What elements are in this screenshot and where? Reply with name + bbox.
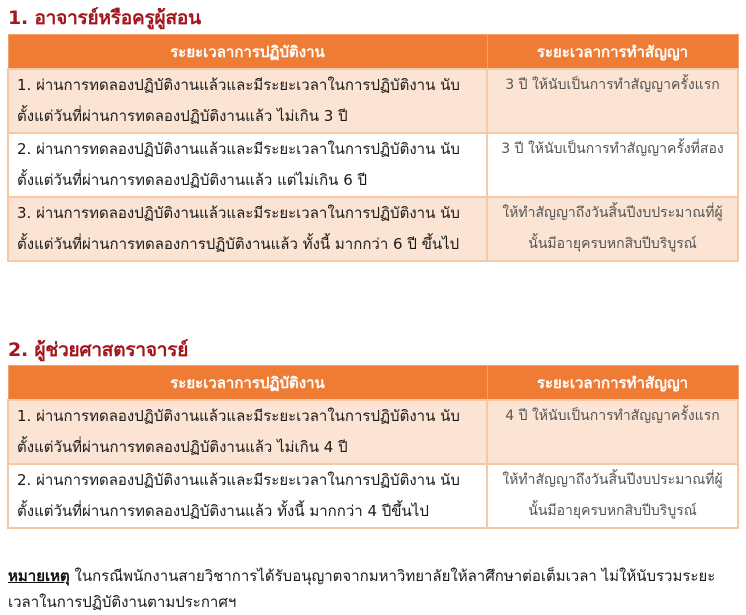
footnote-text: ในกรณีพนักงานสายวิชาการได้รับอนุญาตจากมหาวิทยาลัยให้ลาศึกษาต่อเต็มเวลา ไม่ให้นับรวมระยะเวลาในการปฏิบัติงานตามประกาศฯ: [8, 567, 716, 611]
contract-period-cell: 3 ปี ให้นับเป็นการทำสัญญาครั้งแรก: [487, 69, 738, 133]
table-header-row: [8, 35, 738, 70]
header-work-period: ระยะเวลาการปฏิบัติงาน: [8, 366, 487, 401]
footnote: [8, 563, 743, 615]
footnote-label: หมายเหตุ: [8, 567, 70, 585]
work-period-cell: 3. ผ่านการทดลองปฏิบัติงานแล้วและมีระยะเวลาในการปฏิบัติงาน นับตั้งแต่วันที่ผ่านการทดลองการปฏิบัติงานแล้ว ทั้งนี้ มากกว่า 6 ปี ขึ้นไป: [8, 197, 487, 261]
work-period-cell: 1. ผ่านการทดลองปฏิบัติงานแล้วและมีระยะเวลาในการปฏิบัติงาน นับตั้งแต่วันที่ผ่านการทดลองปฏิบัติงานแล้ว ไม่เกิน 4 ปี: [8, 400, 487, 464]
table-row: [8, 197, 738, 261]
contract-table-lecturer: [7, 34, 739, 262]
work-period-cell: 2. ผ่านการทดลองปฏิบัติงานแล้วและมีระยะเวลาในการปฏิบัติงาน นับตั้งแต่วันที่ผ่านการทดลองปฏิบัติงานแล้ว แต่ไม่เกิน 6 ปี: [8, 133, 487, 197]
table-row: [8, 464, 738, 528]
work-period-cell: 1. ผ่านการทดลองปฏิบัติงานแล้วและมีระยะเวลาในการปฏิบัติงาน นับตั้งแต่วันที่ผ่านการทดลองปฏิบัติงานแล้ว ไม่เกิน 3 ปี: [8, 69, 487, 133]
section-title-assistant-professor: 2. ผู้ช่วยศาสตราจารย์: [8, 339, 189, 361]
contract-period-cell: ให้ทำสัญญาถึงวันสิ้นปีงบประมาณที่ผู้นั้นมีอายุครบหกสิบปีบริบูรณ์: [487, 464, 738, 528]
table-row: [8, 400, 738, 464]
contract-period-cell: ให้ทำสัญญาถึงวันสิ้นปีงบประมาณที่ผู้นั้นมีอายุครบหกสิบปีบริบูรณ์: [487, 197, 738, 261]
contract-period-cell: 4 ปี ให้นับเป็นการทำสัญญาครั้งแรก: [487, 400, 738, 464]
contract-period-cell: 3 ปี ให้นับเป็นการทำสัญญาครั้งที่สอง: [487, 133, 738, 197]
contract-table-assistant-professor: [7, 365, 739, 529]
work-period-cell: 2. ผ่านการทดลองปฏิบัติงานแล้วและมีระยะเวลาในการปฏิบัติงาน นับตั้งแต่วันที่ผ่านการทดลองปฏิบัติงานแล้ว ทั้งนี้ มากกว่า 4 ปีขึ้นไป: [8, 464, 487, 528]
table-row: [8, 133, 738, 197]
header-contract-period: ระยะเวลาการทำสัญญา: [487, 366, 738, 401]
header-work-period: ระยะเวลาการปฏิบัติงาน: [8, 35, 487, 70]
table-header-row: [8, 366, 738, 401]
table-row: [8, 69, 738, 133]
header-contract-period: ระยะเวลาการทำสัญญา: [487, 35, 738, 70]
section-title-lecturer: 1. อาจารย์หรือครูผู้สอน: [8, 7, 201, 29]
